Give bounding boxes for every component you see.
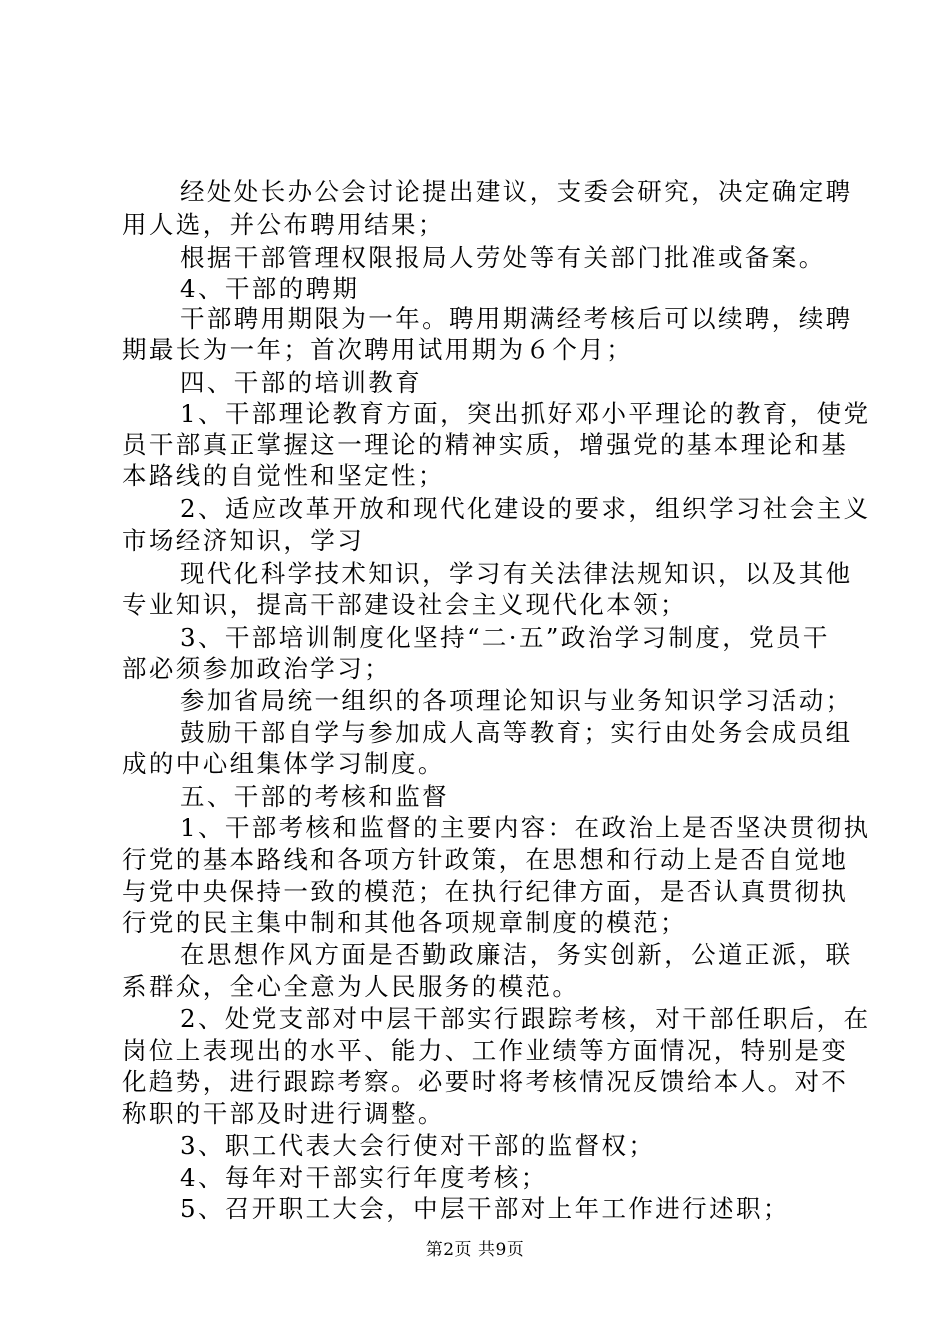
- text-line: 成的中心组集体学习制度。: [122, 749, 445, 778]
- text-line: 4、每年对干部实行年度考核；: [180, 1163, 548, 1192]
- text-line: 员干部真正掌握这一理论的精神实质，增强党的基本理论和基: [122, 430, 849, 459]
- text-line: 期最长为一年；首次聘用试用期为６个月；: [122, 335, 634, 364]
- text-line: 现代化科学技术知识，学习有关法律法规知识，以及其他: [180, 559, 853, 588]
- text-line: 系群众，全心全意为人民服务的模范。: [122, 972, 580, 1001]
- text-line: 行党的民主集中制和其他各项规章制度的模范；: [122, 908, 687, 937]
- text-line: 3、干部培训制度化坚持“二·五”政治学习制度，党员干: [180, 623, 830, 652]
- text-line: 根据干部管理权限报局人劳处等有关部门批准或备案。: [180, 243, 826, 272]
- section-heading: 四、干部的培训教育: [180, 368, 423, 397]
- text-line: 鼓励干部自学与参加成人高等教育；实行由处务会成员组: [180, 718, 853, 747]
- text-line: 参加省局统一组织的各项理论知识与业务知识学习活动；: [180, 686, 853, 715]
- text-line: 经处处长办公会讨论提出建议，支委会研究，决定确定聘: [180, 177, 853, 206]
- text-line: 专业知识，提高干部建设社会主义现代化本领；: [122, 590, 687, 619]
- text-line: 称职的干部及时进行调整。: [122, 1099, 445, 1128]
- section-heading: 五、干部的考核和监督: [180, 782, 449, 811]
- text-line: 5、召开职工大会，中层干部对上年工作进行述职；: [180, 1194, 790, 1223]
- text-line: 本路线的自觉性和坚定性；: [122, 461, 445, 490]
- text-line: 部必须参加政治学习；: [122, 654, 391, 683]
- section-heading: 4、干部的聘期: [180, 274, 360, 303]
- text-line: 行党的基本路线和各项方针政策，在思想和行动上是否自觉地: [122, 845, 849, 874]
- page-number-footer: 第2页 共9页: [425, 1240, 525, 1260]
- text-line: 市场经济知识，学习: [122, 526, 365, 555]
- text-line: 1、干部理论教育方面，突出抓好邓小平理论的教育，使党: [180, 399, 871, 428]
- text-line: 1、干部考核和监督的主要内容：在政治上是否坚决贯彻执: [180, 813, 871, 842]
- text-line: 3、职工代表大会行使对干部的监督权；: [180, 1131, 656, 1160]
- text-line: 岗位上表现出的水平、能力、工作业绩等方面情况，特别是变: [122, 1036, 849, 1065]
- text-line: 与党中央保持一致的模范；在执行纪律方面，是否认真贯彻执: [122, 877, 849, 906]
- text-line: 2、处党支部对中层干部实行跟踪考核，对干部任职后，在: [180, 1004, 871, 1033]
- text-line: 用人选，并公布聘用结果；: [122, 210, 445, 239]
- text-line: 2、适应改革开放和现代化建设的要求，组织学习社会主义: [180, 494, 871, 523]
- text-line: 干部聘用期限为一年。聘用期满经考核后可以续聘，续聘: [180, 304, 853, 333]
- text-line: 化趋势，进行跟踪考察。必要时将考核情况反馈给本人。对不: [122, 1067, 849, 1096]
- text-line: 在思想作风方面是否勤政廉洁，务实创新，公道正派，联: [180, 940, 853, 969]
